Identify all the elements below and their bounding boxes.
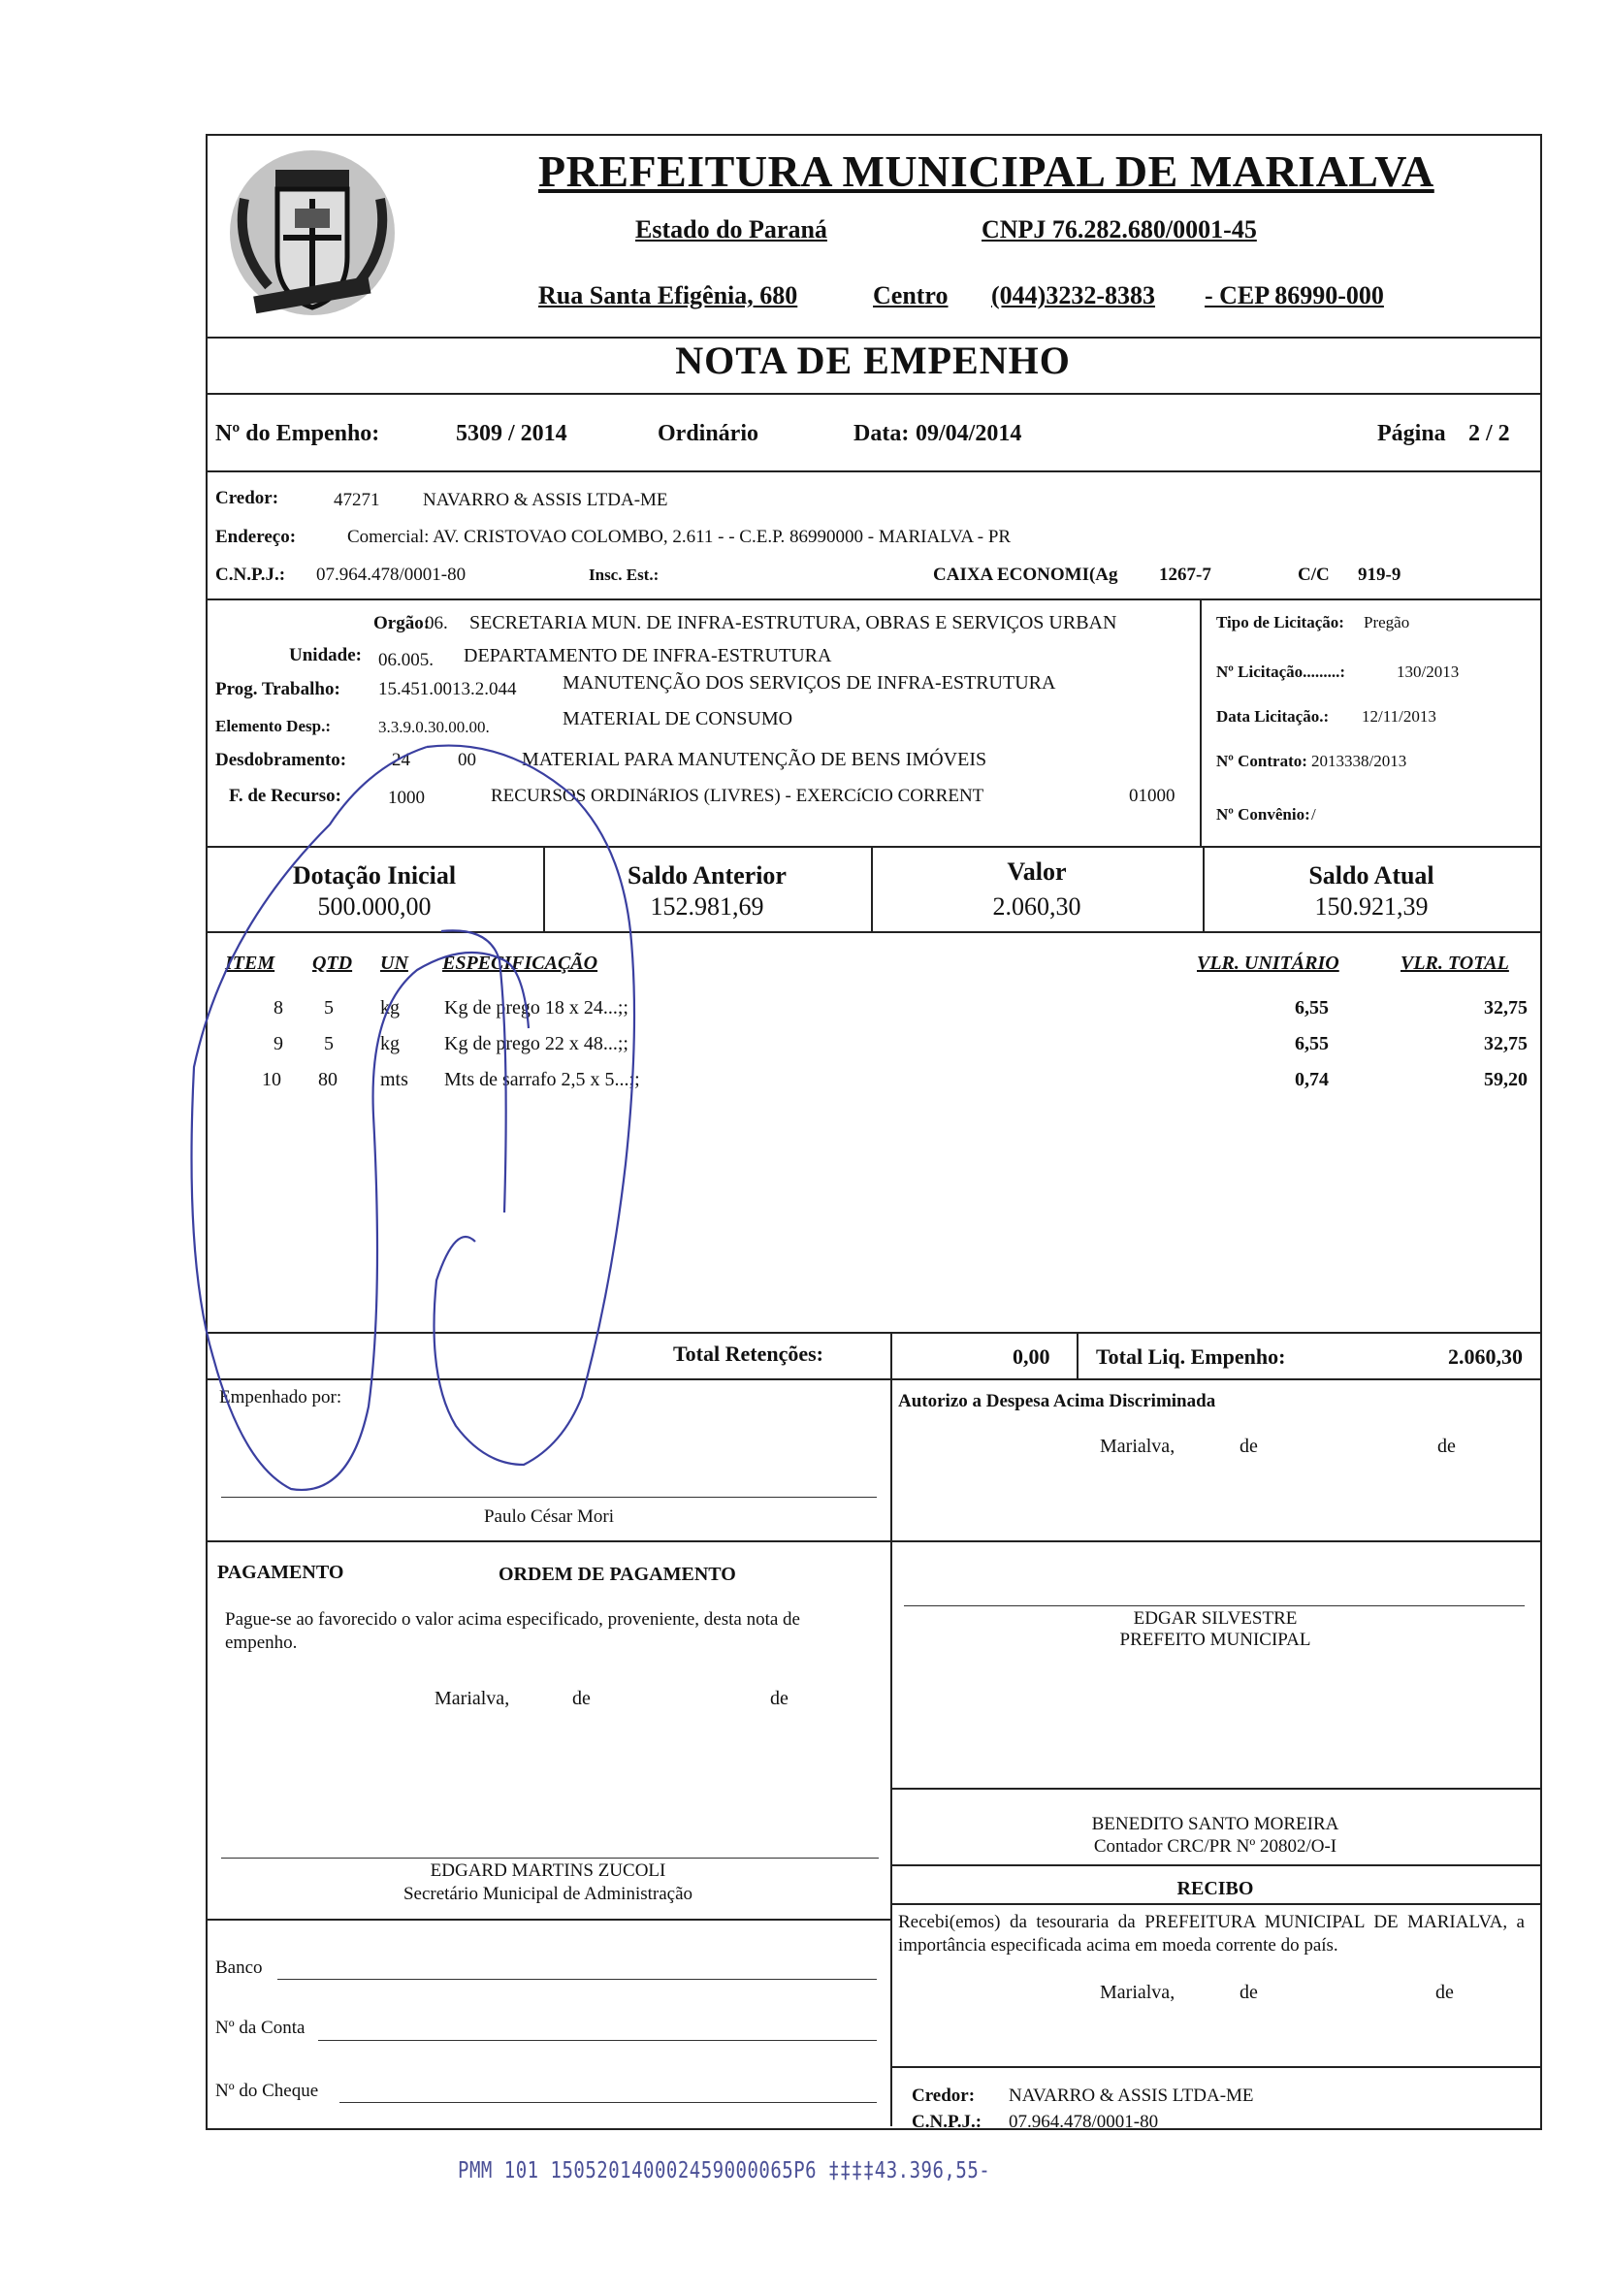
recurso-label: F. de Recurso: [229, 786, 341, 806]
credor-address: Comercial: AV. CRISTOVAO COLOMBO, 2.611 - - C.E.P. 86990000 - MARIALVA - PR [347, 527, 1012, 547]
prog-label: Prog. Trabalho: [215, 679, 340, 699]
contrato-number: 2013338/2013 [1311, 752, 1407, 770]
tipo-licitacao-label: Tipo de Licitação: [1216, 613, 1344, 631]
item-number: 9 [274, 1033, 283, 1054]
empenhado-label: Empenhado por: [219, 1387, 342, 1407]
prefeito-title: PREFEITO MUNICIPAL [1119, 1630, 1311, 1650]
valor-value: 2.060,30 [992, 892, 1081, 921]
orgao-label: Orgão: [373, 613, 431, 633]
cheque-label: Nº do Cheque [215, 2081, 319, 2101]
item-qtd: 80 [318, 1069, 338, 1090]
saldo-anterior-value: 152.981,69 [650, 892, 764, 921]
saldo-atual-value: 150.921,39 [1314, 892, 1429, 921]
item-un: mts [380, 1069, 408, 1090]
elemento-code: 3.3.9.0.30.00.00. [378, 718, 490, 736]
item-number: 8 [274, 997, 283, 1019]
page-number: 2 / 2 [1468, 421, 1510, 446]
cnpj-label: C.N.P.J.: [215, 565, 286, 585]
contador-title: Contador CRC/PR Nº 20802/O-I [1093, 1836, 1337, 1857]
credor-label: Credor: [215, 488, 279, 508]
data-licitacao-label: Data Licitação.: [1216, 707, 1330, 726]
col-espec: ESPECIFICAÇÃO [442, 953, 598, 974]
item-total: 59,20 [1484, 1069, 1528, 1090]
prefeito-signature-line [904, 1605, 1525, 1606]
credor-name: NAVARRO & ASSIS LTDA-ME [423, 490, 668, 510]
pagamento-label: PAGAMENTO [217, 1562, 344, 1583]
recurso-name: RECURSOS ORDINáRIOS (LIVRES) - EXERCíCIO CORRENT [491, 786, 984, 806]
cc-number: 919-9 [1358, 565, 1401, 585]
unidade-label: Unidade: [289, 645, 362, 665]
convenio-number: / [1311, 805, 1316, 824]
autorizo-label: Autorizo a Despesa Acima Discriminada [898, 1391, 1216, 1411]
district: Centro [873, 281, 949, 309]
elemento-name: MATERIAL DE CONSUMO [563, 708, 793, 729]
secretario-name: EDGARD MARTINS ZUCOLI [430, 1860, 666, 1881]
credor-footer-name: NAVARRO & ASSIS LTDA-ME [1009, 2086, 1254, 2106]
retencoes-value: 0,00 [1013, 1344, 1050, 1369]
item-unit: 0,74 [1295, 1069, 1329, 1090]
item-espec: Kg de prego 22 x 48...;; [444, 1033, 628, 1054]
licitacao-number: 130/2013 [1397, 663, 1460, 681]
item-espec: Kg de prego 18 x 24...;; [444, 997, 628, 1019]
phone: (044)3232-8383 [991, 281, 1155, 309]
retencoes-label: Total Retenções: [673, 1342, 823, 1366]
credor-footer-cnpj-label: C.N.P.J.: [912, 2112, 982, 2132]
desdobramento-code: 24 [392, 750, 410, 770]
contrato-label: Nº Contrato: [1216, 752, 1307, 770]
recibo-label: RECIBO [1176, 1878, 1254, 1899]
orgao-name: SECRETARIA MUN. DE INFRA-ESTRUTURA, OBRAS E SERVIÇOS URBAN [469, 612, 1117, 633]
item-number: 10 [262, 1069, 281, 1090]
desdobramento-code2: 00 [458, 750, 476, 770]
item-total: 32,75 [1484, 1033, 1528, 1054]
empenho-type: Ordinário [658, 421, 759, 446]
bank-name: CAIXA ECONOMI(Ag [933, 565, 1118, 585]
page-label: Página [1377, 421, 1446, 446]
empenho-number: 5309 / 2014 [456, 421, 567, 446]
date-label: Data: [853, 421, 910, 446]
municipality-title: PREFEITURA MUNICIPAL DE MARIALVA [538, 146, 1434, 196]
secretario-title: Secretário Municipal de Administração [402, 1884, 693, 1904]
credor-code: 47271 [334, 490, 380, 510]
pagamento-de1: de [572, 1688, 591, 1709]
item-unit: 6,55 [1295, 1033, 1329, 1054]
recibo-de2: de [1435, 1982, 1454, 2003]
pagamento-de2: de [770, 1688, 789, 1709]
dotacao-inicial-value: 500.000,00 [317, 892, 432, 921]
autorizo-de2: de [1437, 1436, 1456, 1457]
col-unit: VLR. UNITÁRIO [1197, 953, 1339, 974]
item-unit: 6,55 [1295, 997, 1329, 1019]
tipo-licitacao: Pregão [1364, 613, 1410, 631]
coat-of-arms-icon [215, 141, 409, 335]
recibo-de1: de [1240, 1982, 1258, 2003]
street-address: Rua Santa Efigênia, 680 [538, 281, 798, 309]
valor-label: Valor [1007, 857, 1067, 886]
bank-agency: 1267-7 [1159, 565, 1211, 585]
dotacao-inicial-label: Dotação Inicial [292, 861, 457, 889]
liq-empenho-label: Total Liq. Empenho: [1096, 1344, 1286, 1369]
recurso-code: 1000 [388, 788, 425, 808]
cnpj-header: CNPJ 76.282.680/0001-45 [982, 215, 1257, 243]
item-espec: Mts de sarrafo 2,5 x 5...;; [444, 1069, 640, 1090]
bank-stamp: PMM 101 150520140002459000065P6 ‡‡‡‡43.396,55- [458, 2157, 991, 2184]
empenhado-signer: Paulo César Mori [483, 1506, 615, 1527]
empenho-label: Nº do Empenho: [215, 421, 380, 446]
orgao-code: 06. [425, 613, 448, 633]
credor-footer-cnpj: 07.964.478/0001-80 [1009, 2112, 1159, 2132]
prefeito-name: EDGAR SILVESTRE [1133, 1608, 1298, 1629]
liq-empenho-value: 2.060,30 [1448, 1344, 1523, 1369]
cheque-field[interactable] [339, 2102, 877, 2103]
prog-code: 15.451.0013.2.044 [378, 679, 517, 699]
col-item: ITEM [225, 953, 275, 974]
credor-footer-label: Credor: [912, 2086, 976, 2106]
item-qtd: 5 [324, 997, 334, 1019]
contador-name: BENEDITO SANTO MOREIRA [1091, 1814, 1339, 1834]
desdobramento-name: MATERIAL PARA MANUTENÇÃO DE BENS IMÓVEIS [522, 749, 987, 770]
banco-label: Banco [215, 1957, 263, 1978]
signature-line [221, 1497, 877, 1498]
unidade-name: DEPARTAMENTO DE INFRA-ESTRUTURA [464, 645, 832, 666]
item-qtd: 5 [324, 1033, 334, 1054]
item-un: kg [380, 997, 400, 1019]
col-qtd: QTD [312, 953, 353, 974]
address-label: Endereço: [215, 527, 297, 547]
secretario-signature-line [221, 1858, 879, 1859]
convenio-label: Nº Convênio: [1216, 805, 1310, 824]
recibo-text: Recebi(emos) da tesouraria da PREFEITURA MUNICIPAL DE MARIALVA, a importância especificada acima em moeda corrente do país. [898, 1912, 1525, 1956]
col-un: UN [380, 953, 408, 974]
pagamento-place: Marialva, [435, 1688, 510, 1709]
state-name: Estado do Paraná [635, 215, 827, 243]
item-un: kg [380, 1033, 400, 1054]
pagamento-text: Pague-se ao favorecido o valor acima especificado, proveniente, desta nota de empenho. [225, 1609, 800, 1653]
recibo-place: Marialva, [1100, 1982, 1175, 2003]
conta-label: Nº da Conta [215, 2018, 306, 2038]
saldo-atual-label: Saldo Atual [1308, 861, 1434, 889]
data-licitacao: 12/11/2013 [1362, 707, 1436, 726]
credor-cnpj: 07.964.478/0001-80 [316, 565, 467, 585]
banco-field[interactable] [277, 1979, 877, 1980]
elemento-label: Elemento Desp.: [215, 717, 331, 735]
document-title: NOTA DE EMPENHO [675, 339, 1071, 382]
autorizo-de1: de [1240, 1436, 1258, 1457]
ordem-pagamento-label: ORDEM DE PAGAMENTO [499, 1564, 736, 1585]
conta-field[interactable] [318, 2040, 877, 2041]
cep: - CEP 86990-000 [1205, 281, 1384, 309]
item-total: 32,75 [1484, 997, 1528, 1019]
autorizo-place: Marialva, [1100, 1436, 1175, 1457]
licitacao-number-label: Nº Licitação.........: [1216, 663, 1346, 681]
desdobramento-label: Desdobramento: [215, 750, 347, 770]
unidade-code: 06.005. [378, 650, 434, 670]
col-total: VLR. TOTAL [1401, 953, 1509, 974]
cc-label: C/C [1298, 565, 1330, 585]
empenho-date: 09/04/2014 [916, 421, 1022, 446]
prog-name: MANUTENÇÃO DOS SERVIÇOS DE INFRA-ESTRUTURA [563, 672, 1056, 694]
insc-label: Insc. Est.: [589, 566, 660, 584]
recurso-code2: 01000 [1129, 786, 1175, 806]
saldo-anterior-label: Saldo Anterior [628, 861, 787, 889]
